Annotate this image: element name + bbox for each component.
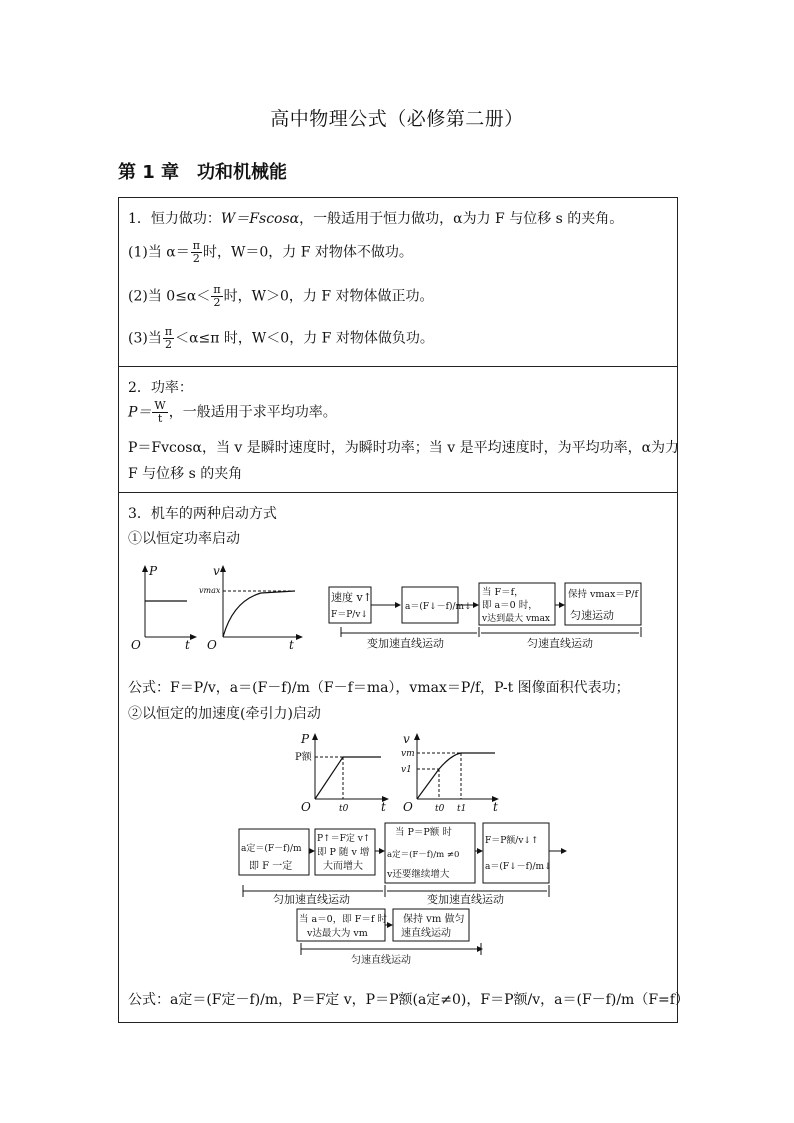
mode-constant-acceleration: ②以恒定的加速度(牵引力)启动 bbox=[128, 706, 321, 722]
power-instant: P＝Fvcosα，当 v 是瞬时速度时，为瞬时功率；当 v 是平均速度时，为平均功率，α为力 bbox=[128, 440, 680, 456]
work-intro: 1．恒力做功： bbox=[128, 211, 221, 227]
chapter-heading: 第 1 章 功和机械能 bbox=[118, 162, 288, 183]
formula-constant-power: 公式：F＝P/v，a＝(F－f)/m（F－f＝ma），vmax＝P/f，P-t 图像面积代表功； bbox=[128, 680, 630, 696]
case1-pre: (1)当 α＝ bbox=[128, 244, 190, 261]
flow-constant-power bbox=[327, 581, 657, 653]
flow2-box2-line3: 大而增大 bbox=[323, 861, 363, 872]
t0-label: t0 bbox=[435, 804, 445, 813]
flow-constant-accel-row2 bbox=[295, 907, 491, 965]
work-case-2 bbox=[128, 284, 434, 309]
section-power bbox=[119, 367, 680, 493]
flow1-label-variable: 变加速直线运动 bbox=[367, 637, 444, 650]
origin-label: O bbox=[301, 800, 311, 813]
flow2-box4-line2: a＝(F↓－f)/m↓ bbox=[485, 862, 552, 872]
flow2-box1-line2: 即 F 一定 bbox=[249, 861, 293, 872]
axis-v-label: v bbox=[213, 564, 220, 578]
flow1-box3-line1: 当 F＝f， bbox=[482, 587, 524, 598]
locomotive-heading: 3．机车的两种启动方式 bbox=[128, 506, 277, 522]
vm-label: vm bbox=[401, 749, 415, 759]
work-case-3 bbox=[128, 326, 434, 351]
flow2-box3-line3: v还要继续增大 bbox=[387, 869, 450, 880]
p-rated-label: P额 bbox=[295, 752, 312, 763]
section-work bbox=[119, 198, 677, 367]
vmax-label: vmax bbox=[199, 586, 221, 595]
flow1-box4-line1: 保持 vmax＝P/f bbox=[568, 589, 639, 600]
flow2-box6-line1: 保持 vm 做匀 bbox=[403, 914, 465, 925]
work-case-1 bbox=[128, 240, 413, 265]
power-average bbox=[128, 400, 337, 425]
axis-p-label: P bbox=[301, 732, 310, 746]
flow2-box1-line1: a定＝(F－f)/m bbox=[241, 844, 302, 854]
work-desc: ，一般适用于恒力做功，α为力 F 与位移 s 的夹角。 bbox=[299, 211, 624, 227]
axis-t-label: t bbox=[381, 800, 386, 813]
flow2-label-variable: 变加速直线运动 bbox=[427, 893, 504, 905]
case2-pre: (2)当 0≤α＜ bbox=[128, 288, 211, 305]
origin-label: O bbox=[131, 638, 141, 651]
origin-label: O bbox=[207, 638, 217, 651]
flow1-box3-line2: 即 a＝0 时， bbox=[482, 600, 538, 611]
flow1-box4-line2: 匀速运动 bbox=[570, 609, 614, 622]
flow2-box4-line1: F＝P额/v↓↑ bbox=[485, 836, 539, 846]
axis-t-label: t bbox=[185, 638, 190, 651]
power-average-desc: ，一般适用于求平均功率。 bbox=[168, 404, 337, 421]
axis-v-label: v bbox=[403, 732, 410, 746]
flow2-box3-line2: a定＝(F－f)/m ≠0 bbox=[387, 850, 460, 860]
mode-constant-power: ①以恒定功率启动 bbox=[128, 531, 240, 547]
flow2-box2-line1: P↑＝F定 v↑ bbox=[317, 834, 371, 844]
pi-over-2: $\frac{\pi}{2}$ bbox=[192, 239, 200, 265]
flow2-box5-line2: v达最大为 vm bbox=[307, 928, 368, 939]
flow2-box5-line1: 当 a＝0，即 F＝f 时 bbox=[299, 914, 387, 925]
flow1-box1-line2: F＝P/v↓ bbox=[331, 610, 368, 620]
page-title: 高中物理公式（必修第二册） bbox=[270, 108, 524, 130]
pi-over-2: $\frac{\pi}{2}$ bbox=[213, 283, 221, 309]
graph-v-t-constant bbox=[199, 563, 305, 651]
w-over-t: $\frac{W}{t}$ bbox=[154, 399, 166, 425]
graph-v-t-accel bbox=[399, 731, 503, 813]
axis-p-label: P bbox=[149, 564, 158, 578]
t1-label: t1 bbox=[457, 804, 467, 813]
work-formula: W＝Fscosα bbox=[220, 211, 300, 227]
case3-post: ＜α≤π 时，W＜0，力 F 对物体做负功。 bbox=[175, 330, 434, 347]
flow2-label-uniform-accel: 匀加速直线运动 bbox=[273, 893, 350, 905]
flow1-box1-line1: 速度 v↑ bbox=[331, 591, 372, 604]
flow1-label-uniform: 匀速直线运动 bbox=[527, 637, 593, 650]
formula-constant-accel: 公式：a定＝(F定－f)/m，P＝F定 v，P＝P额(a定≠0)，F＝P额/v，a＝(F－f)/m（F=f） bbox=[128, 992, 689, 1008]
power-angle: F 与位移 s 的夹角 bbox=[128, 466, 243, 482]
flow2-box3-line1: 当 P＝P额 时 bbox=[395, 827, 452, 838]
graph-p-t-constant bbox=[127, 563, 197, 651]
pi-over-2: $\frac{\pi}{2}$ bbox=[164, 325, 173, 351]
axis-t-label: t bbox=[493, 800, 498, 813]
formula-table bbox=[118, 197, 689, 1023]
flow1-box2-line1: a＝(F↓－f)/m↓ bbox=[405, 602, 472, 612]
power-p: P＝ bbox=[128, 404, 152, 421]
flow2-box2-line2: 即 P 随 v 增 bbox=[317, 847, 370, 858]
flow2-box6-line2: 速直线运动 bbox=[401, 928, 451, 939]
axis-t-label: t bbox=[289, 638, 294, 651]
case3-pre: (3)当 bbox=[128, 330, 162, 347]
case1-post: 时，W＝0，力 F 对物体不做功。 bbox=[202, 244, 413, 261]
origin-label: O bbox=[403, 800, 413, 813]
flow-constant-accel-row1 bbox=[237, 821, 573, 905]
work-line-1 bbox=[128, 208, 623, 228]
v1-label: v1 bbox=[401, 765, 412, 775]
flow2-label-uniform: 匀速直线运动 bbox=[351, 955, 411, 965]
flow1-box3-line3: v达到最大 vmax bbox=[482, 614, 551, 624]
graph-p-t-accel bbox=[295, 731, 391, 813]
section-locomotive bbox=[119, 493, 689, 1023]
t0-label: t0 bbox=[339, 804, 349, 813]
power-heading: 2．功率： bbox=[128, 380, 193, 396]
case2-post: 时，W＞0，力 F 对物体做正功。 bbox=[223, 288, 434, 305]
